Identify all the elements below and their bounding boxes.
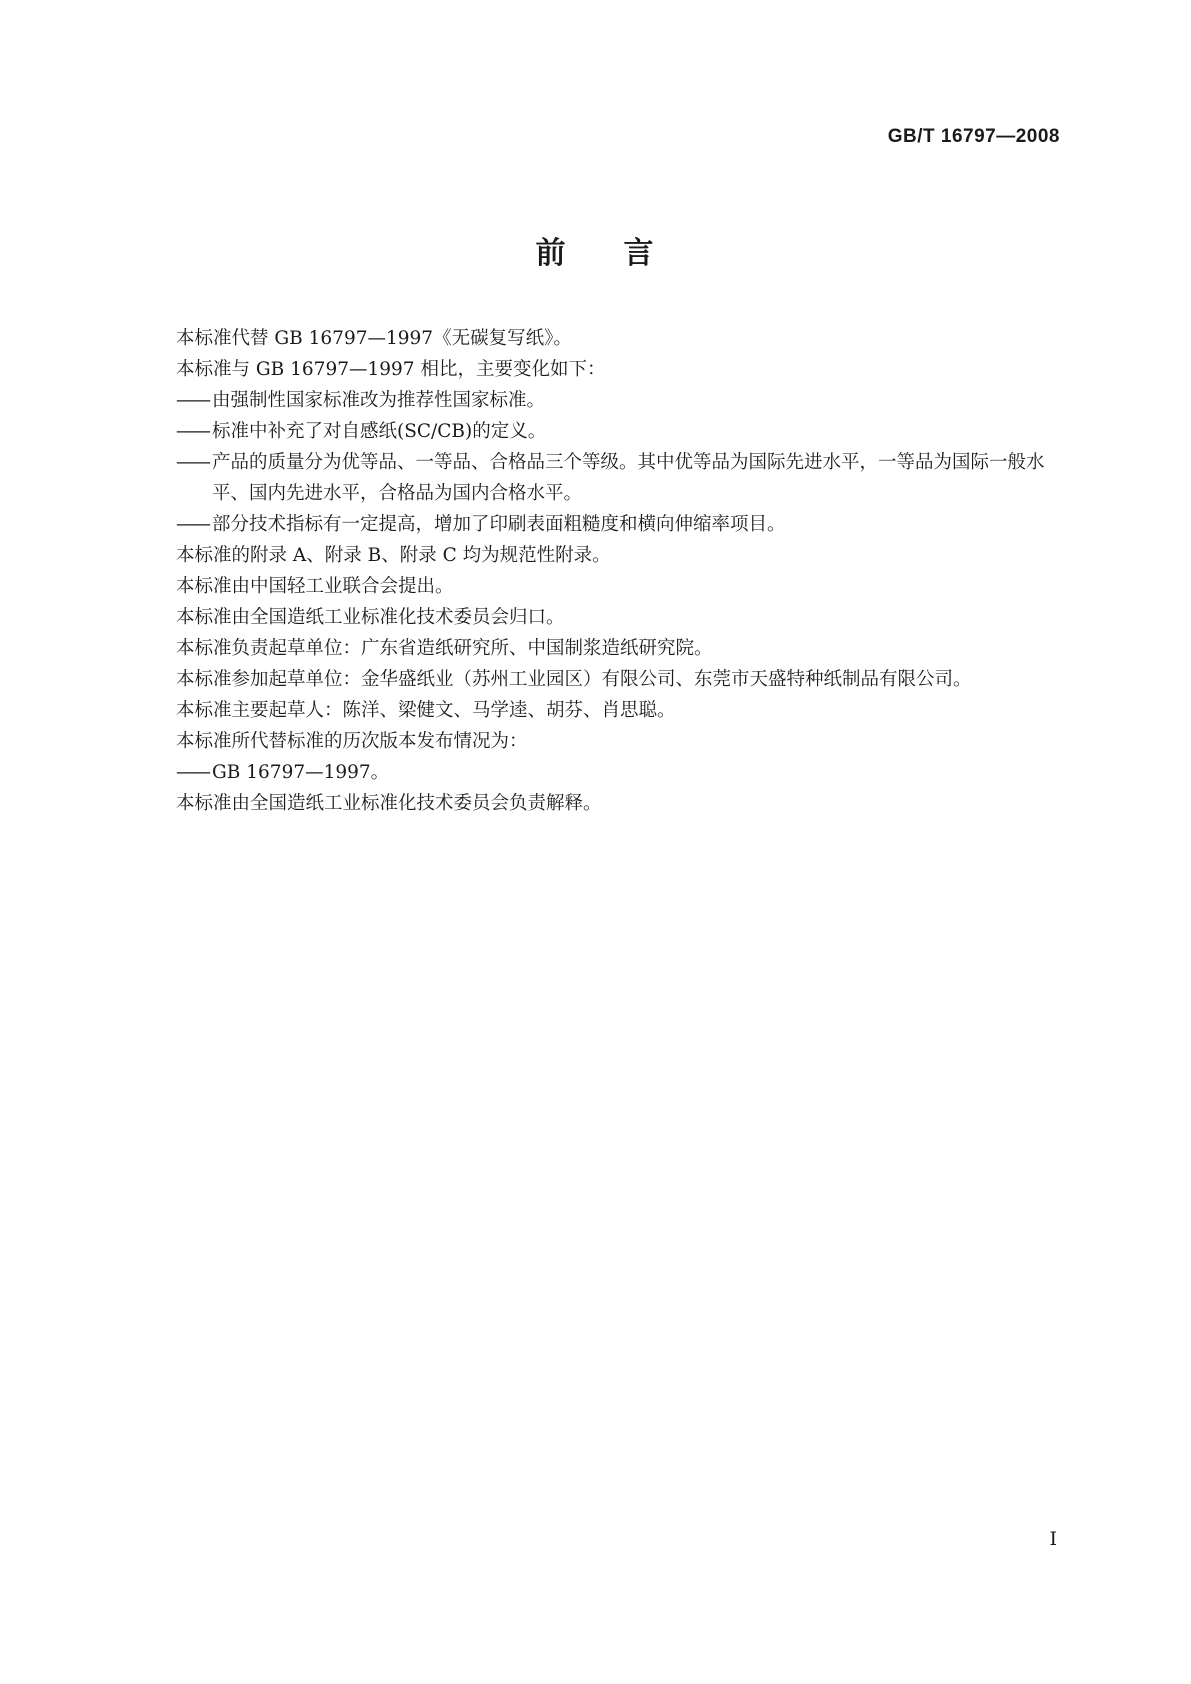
- change-text: 由强制性国家标准改为推荐性国家标准。: [212, 390, 546, 411]
- change-text: 产品的质量分为优等品、一等品、合格品三个等级。其中优等品为国际先进水平，一等品为国际一般水平、国内先进水平，合格品为国内合格水平。: [212, 452, 1045, 504]
- change-list-item: [176, 509, 1066, 540]
- page-number: I: [1049, 1528, 1057, 1550]
- history-list-item: [176, 757, 1066, 788]
- foreword-paragraph: 本标准所代替标准的历次版本发布情况为：: [176, 731, 528, 752]
- dash-bullet: ——: [176, 390, 209, 411]
- change-list-item: [176, 416, 1066, 447]
- title-char-1: 前: [535, 236, 568, 271]
- change-text: 标准中补充了对自感纸(SC/CB)的定义。: [212, 421, 547, 442]
- foreword-paragraph: 本标准代替 GB 16797—1997《无碳复写纸》。: [176, 328, 572, 349]
- foreword-paragraph: 本标准由中国轻工业联合会提出。: [176, 576, 454, 597]
- dash-bullet: ——: [176, 421, 209, 442]
- page-title: [0, 228, 1191, 272]
- foreword-paragraph: 本标准的附录 A、附录 B、附录 C 均为规范性附录。: [176, 545, 611, 566]
- foreword-paragraph: 本标准主要起草人：陈洋、梁健文、马学逵、胡芬、肖思聪。: [176, 700, 676, 721]
- foreword-body: [176, 323, 1066, 819]
- history-text: GB 16797—1997。: [212, 762, 390, 783]
- change-text: 部分技术指标有一定提高，增加了印刷表面粗糙度和横向伸缩率项目。: [212, 514, 786, 535]
- standard-code: GB/T 16797—2008: [887, 126, 1060, 147]
- foreword-paragraph: 本标准由全国造纸工业标准化技术委员会负责解释。: [176, 793, 602, 814]
- dash-bullet: ——: [176, 452, 209, 473]
- title-char-2: 言: [623, 236, 656, 271]
- foreword-paragraph: 本标准由全国造纸工业标准化技术委员会归口。: [176, 607, 565, 628]
- dash-bullet: ——: [176, 514, 209, 535]
- foreword-paragraph: 本标准参加起草单位：金华盛纸业（苏州工业园区）有限公司、东莞市天盛特种纸制品有限公司。: [176, 669, 972, 690]
- change-list-item: [176, 385, 1066, 416]
- change-list-item: [176, 447, 1066, 509]
- foreword-paragraph: 本标准与 GB 16797—1997 相比，主要变化如下：: [176, 359, 606, 380]
- dash-bullet: ——: [176, 762, 209, 783]
- foreword-paragraph: 本标准负责起草单位：广东省造纸研究所、中国制浆造纸研究院。: [176, 638, 713, 659]
